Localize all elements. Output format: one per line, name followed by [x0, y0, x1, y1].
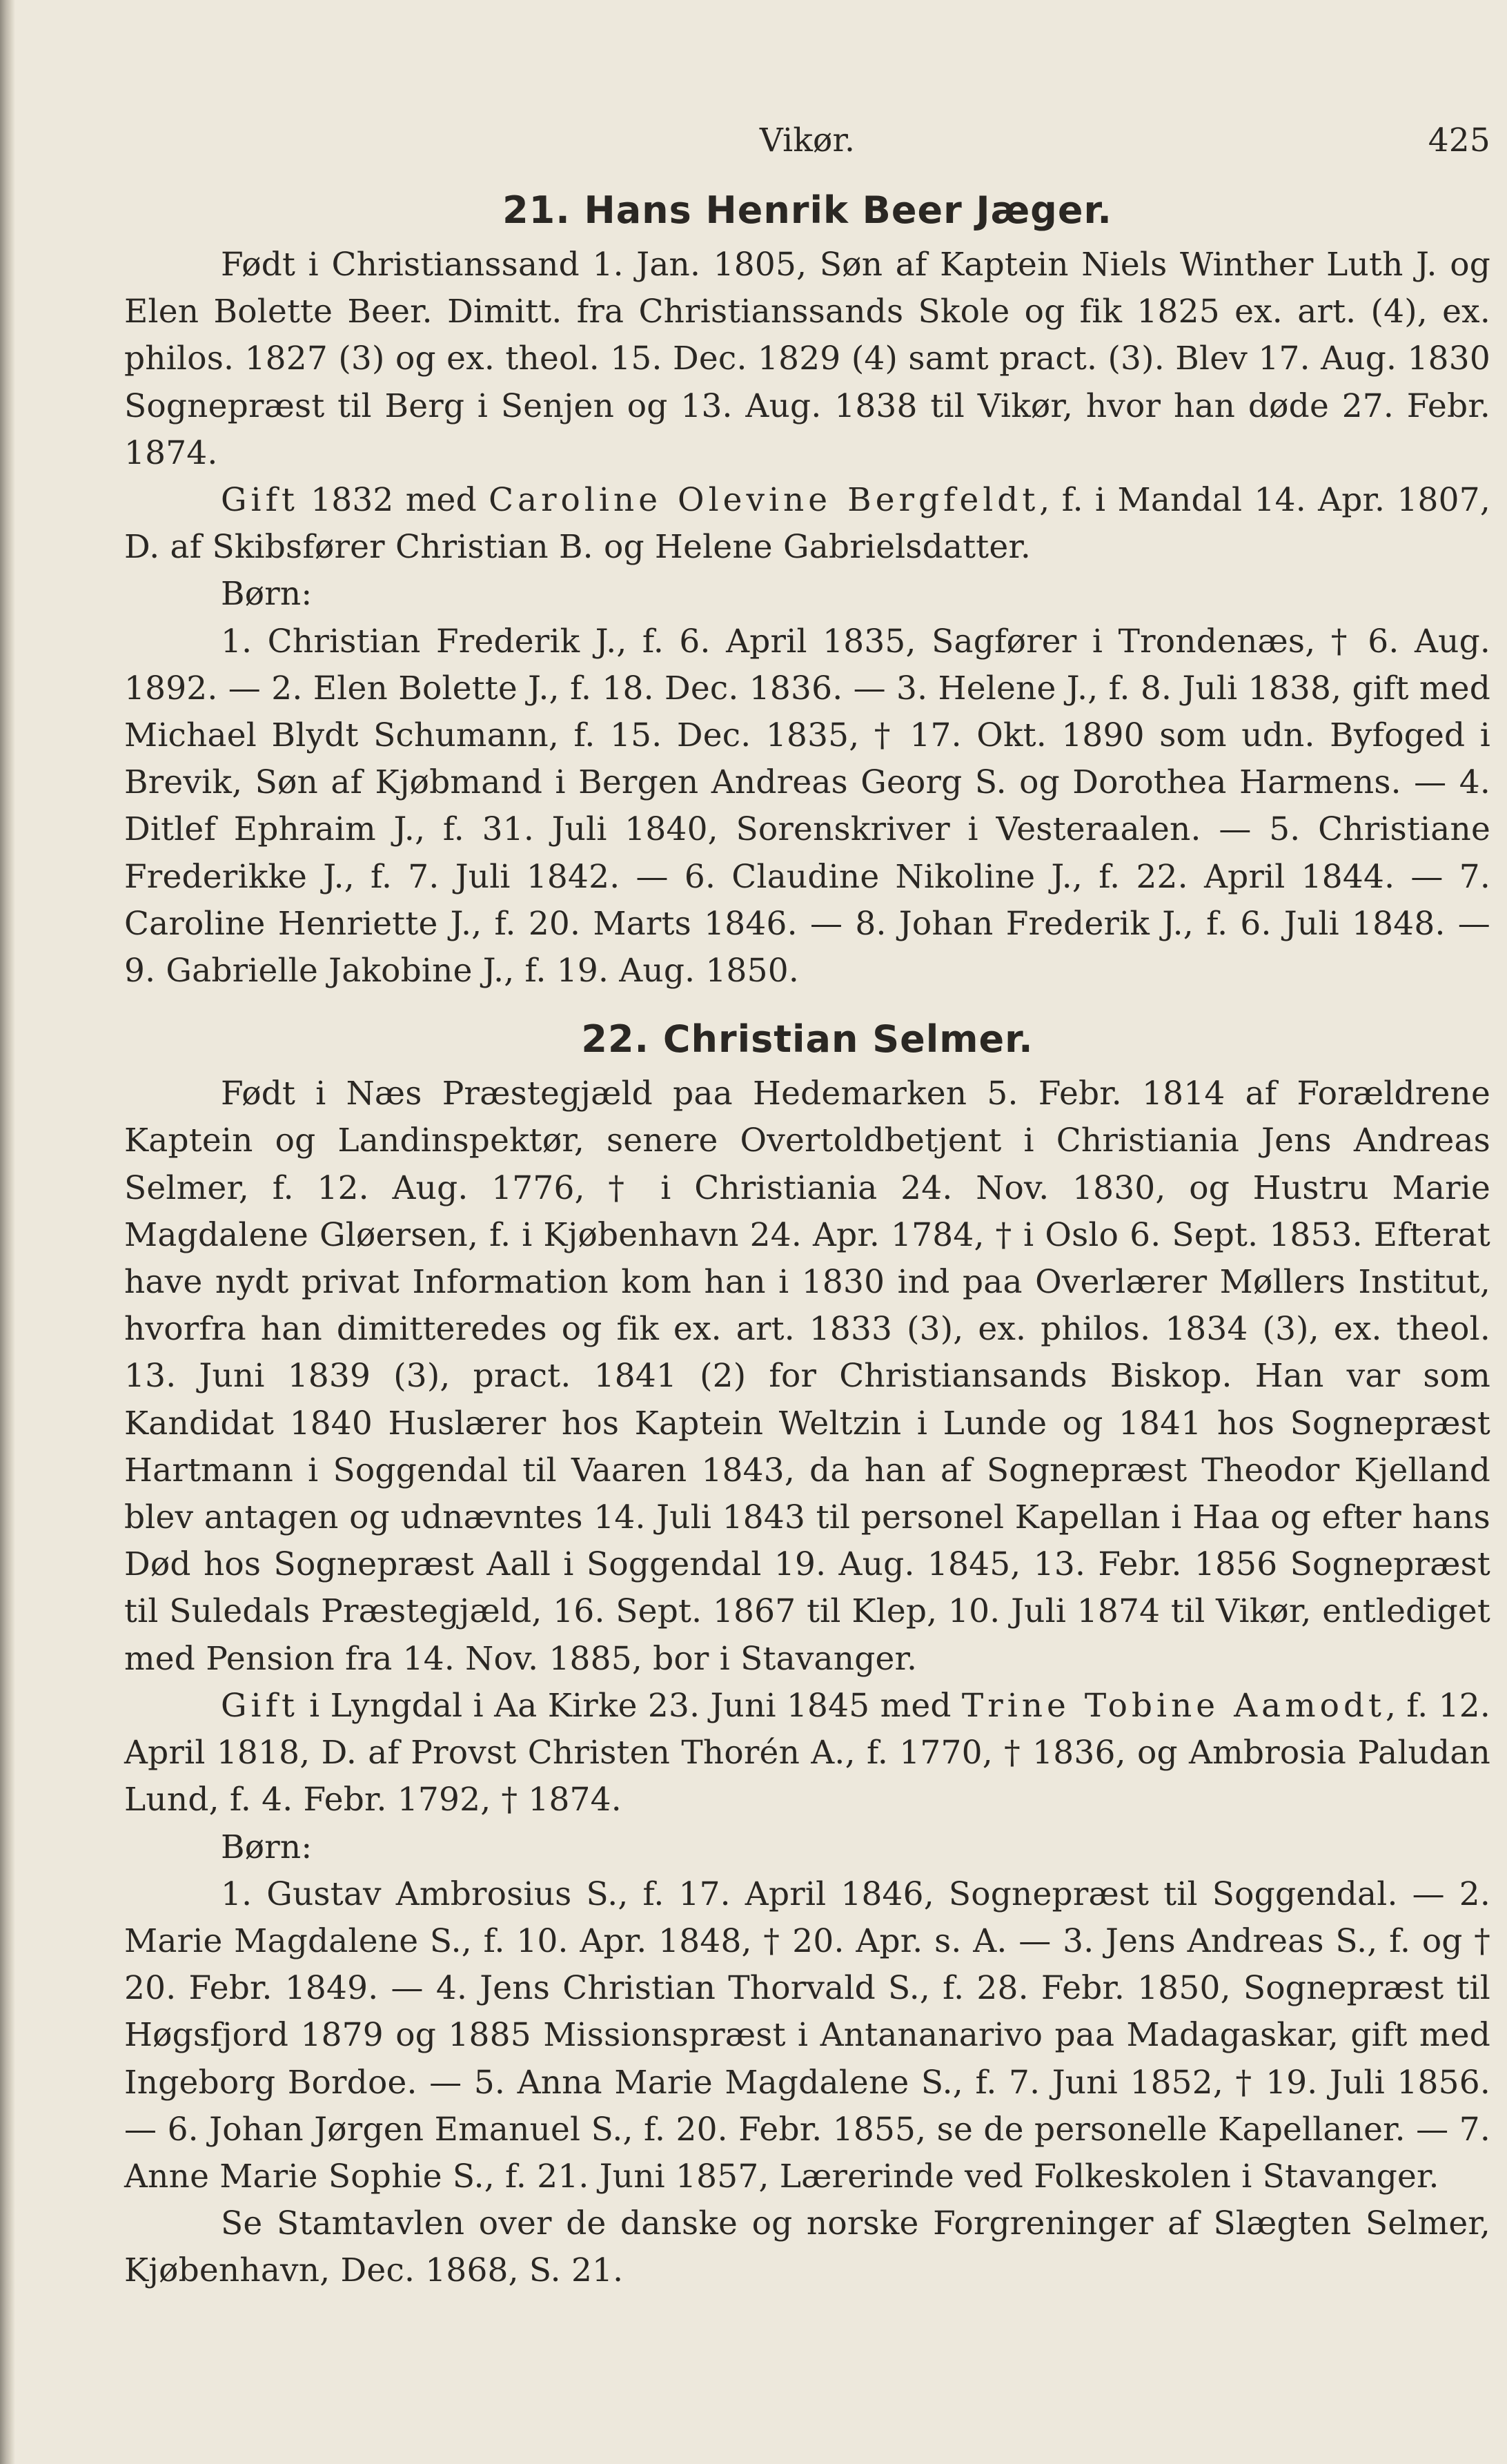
children-list: 1. Christian Frederik J., f. 6. April 1835, Sagfører i Trondenæs, † 6. Aug. 1892. — 2. Elen Bolette J., f. 18. Dec. 1836. — 3. Helene J., f. 8. Juli 1838, gift med Michael Blydt Schumann, f. 15. Dec. 1835, † 17. Okt. 1890 som udn. Byfoged i Brevik, Søn af Kjøbmand i Bergen Andreas Georg S. og Dorothea Harmens. — 4. Ditlef Ephraim J., f. 31. Juli 1840, Sorenskriver i Vesteraalen. — 5. Christiane Frederikke J., f. 7. Juli 1842. — 6. Claudine Nikoline J., f. 22. April 1844. — 7. Caroline Henriette J., f. 20. Marts 1846. — 8. Johan Frederik J., f. 6. Juli 1848. — 9. Gabrielle Jakobine J., f. 19. Aug. 1850.	[124, 622, 1490, 990]
entry-biography: Født i Christianssand 1. Jan. 1805, Søn af Kaptein Niels Winther Luth J. og Elen Bolette Beer. Dimitt. fra Christianssands Skole og fik 1825 ex. art. (4), ex. philos. 1827 (3) og ex. theol. 15. Dec. 1829 (4) samt pract. (3). Blev 17. Aug. 1830 Sognepræst til Berg i Senjen og 13. Aug. 1838 til Vikør, hvor han døde 27. Febr. 1874.	[124, 246, 1490, 472]
page-header	[124, 104, 1490, 179]
marriage-lead: Gift	[221, 1686, 299, 1725]
entry-marriage	[124, 477, 1490, 571]
marriage-pre: 1832 med	[298, 481, 489, 520]
page-number: 425	[1428, 121, 1490, 159]
book-page	[124, 104, 1490, 2295]
marriage-pre: i Lyngdal i Aa Kirke 23. Juni 1845 med	[298, 1686, 962, 1725]
reference-note: Se Stamtavlen over de danske og norske Forgreninger af Slægten Selmer, Kjøbenhavn, Dec. 1868, S. 21.	[124, 2204, 1490, 2290]
spouse-name: Trine Tobine Aamodt	[961, 1686, 1386, 1725]
entry-biography: Født i Næs Præstegjæld paa Hedemarken 5. Febr. 1814 af Forældrene Kaptein og Landinspektør, senere Overtoldbetjent i Christiania Jens Andreas Selmer, f. 12. Aug. 1776, † i Christiania 24. Nov. 1830, og Hustru Marie Magdalene Gløersen, f. i Kjøbenhavn 24. Apr. 1784, † i Oslo 6. Sept. 1853. Efterat have nydt privat Information kom han i 1830 ind paa Overlærer Møllers Institut, hvorfra han dimitteredes og fik ex. art. 1833 (3), ex. philos. 1834 (3), ex. theol. 13. Juni 1839 (3), pract. 1841 (2) for Christiansands Biskop. Han var som Kandidat 1840 Huslærer hos Kaptein Weltzin i Lunde og 1841 hos Sognepræst Hartmann i Soggendal til Vaaren 1843, da han af Sognepræst Theodor Kjelland blev antagen og udnævntes 14. Juli 1843 til personel Kapellan i Haa og efter hans Død hos Sognepræst Aall i Soggendal 19. Aug. 1845, 13. Febr. 1856 Sognepræst til Suledals Præstegjæld, 16. Sept. 1867 til Klep, 10. Juli 1874 til Vikør, entlediget med Pension fra 14. Nov. 1885, bor i Stavanger.	[124, 1075, 1490, 1678]
entry-21	[124, 179, 1490, 995]
running-title: Vikør.	[759, 121, 856, 159]
entry-22	[124, 1008, 1490, 2294]
book-binding-shadow	[0, 0, 15, 2464]
marriage-lead: Gift	[221, 481, 299, 520]
children-label: Børn:	[221, 575, 313, 614]
marriage-rest: , f. 12. April 1818, D. af Provst Christen Thorén A., f. 1770, † 1836, og Ambrosia Paludan Lund, f. 4. Febr. 1792, † 1874.	[124, 1686, 1490, 1819]
entry-heading: 22. Christian Selmer.	[581, 1017, 1034, 1062]
children-label: Børn:	[221, 1828, 313, 1866]
children-list: 1. Gustav Ambrosius S., f. 17. April 1846, Sognepræst til Soggendal. — 2. Marie Magdalene S., f. 10. Apr. 1848, † 20. Apr. s. A. — 3. Jens Andreas S., f. og † 20. Febr. 1849. — 4. Jens Christian Thorvald S., f. 28. Febr. 1850, Sognepræst til Høgsfjord 1879 og 1885 Missionspræst i Antananarivo paa Madagaskar, gift med Ingeborg Bordoe. — 5. Anna Marie Magdalene S., f. 7. Juni 1852, † 19. Juli 1856. — 6. Johan Jørgen Emanuel S., f. 20. Febr. 1855, se de personelle Kapellaner. — 7. Anne Marie Sophie S., f. 21. Juni 1857, Lærerinde ved Folkeskolen i Stavanger.	[124, 1875, 1490, 2196]
spouse-name: Caroline Olevine Bergfeldt	[489, 481, 1040, 520]
marriage-rest: , f. i Mandal 14. Apr. 1807, D. af Skibsfører Christian B. og Helene Gabrielsdatter.	[124, 481, 1490, 567]
entry-heading: 21. Hans Henrik Beer Jæger.	[502, 188, 1112, 232]
entry-marriage	[124, 1683, 1490, 1824]
